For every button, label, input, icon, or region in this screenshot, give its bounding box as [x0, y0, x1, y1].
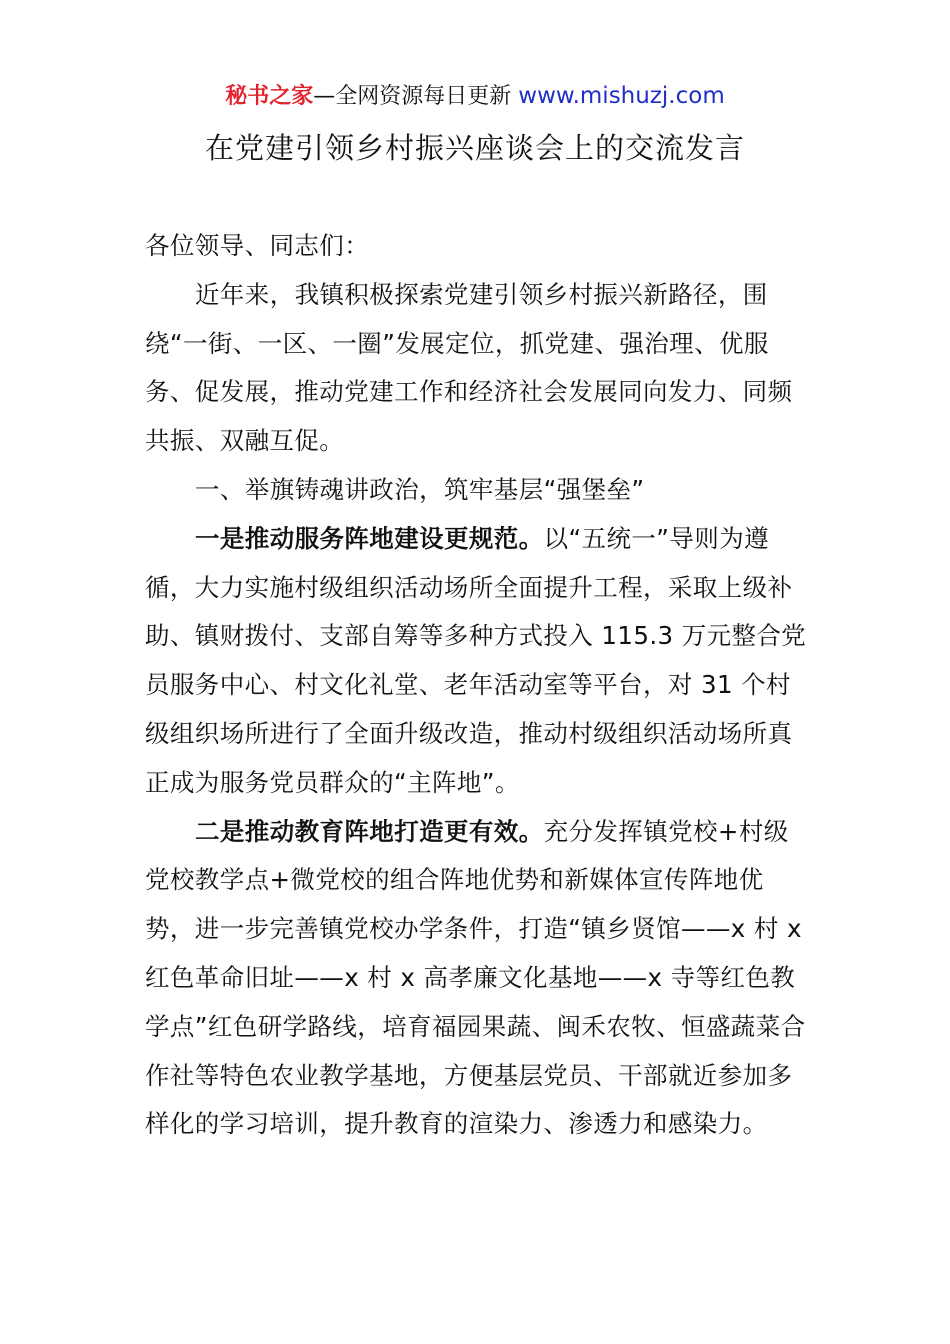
- site-brand: 秘书之家: [225, 84, 314, 109]
- paragraph-1: [145, 515, 810, 808]
- paragraph-1-lead: 一是推动服务阵地建设更规范。: [195, 523, 544, 553]
- paragraph-2: [145, 808, 810, 1150]
- section-heading: 一、举旗铸魂讲政治，筑牢基层“强堡垒”: [195, 474, 645, 504]
- salutation: 各位领导、同志们：: [145, 231, 370, 260]
- document-body: [145, 222, 810, 1149]
- site-url-link[interactable]: www.mishuzj.com: [518, 83, 725, 109]
- paragraph-2-body: 充分发挥镇党校+村级党校教学点+微党校的组合阵地优势和新媒体宣传阵地优势，进一步完善镇党校办学条件，打造“镇乡贤馆——x 村 x 红色革命旧址——x 村 x 高孝廉文化基地——x 寺等红色教学点”红色研学路线，培育福园果蔬、闽禾农牧、恒盛蔬菜合作社等特色农业教学基地，方便基层党员、干部就近参加多样化的学习培训，提升教育的渲染力、渗透力和感染力。: [145, 816, 806, 1139]
- site-header: [0, 80, 950, 113]
- paragraph-2-lead: 二是推动教育阵地打造更有效。: [195, 816, 544, 846]
- intro-paragraph: 近年来，我镇积极探索党建引领乡村振兴新路径，围绕“一街、一区、一圈”发展定位，抓党建、强治理、优服务、促发展，推动党建工作和经济社会发展同向发力、同频共振、双融互促。: [145, 279, 793, 456]
- paragraph-1-body: 以“五统一”导则为遵循，大力实施村级组织活动场所全面提升工程，采取上级补助、镇财拨付、支部自筹等多种方式投入 115.3 万元整合党员服务中心、村文化礼堂、老年活动室等平台，对 31 个村级组织场所进行了全面升级改造，推动村级组织活动场所真正成为服务党员群众的“主阵地”。: [145, 523, 807, 797]
- document-title: 在党建引领乡村振兴座谈会上的交流发言: [204, 131, 745, 165]
- site-tagline: —全网资源每日更新: [313, 84, 519, 109]
